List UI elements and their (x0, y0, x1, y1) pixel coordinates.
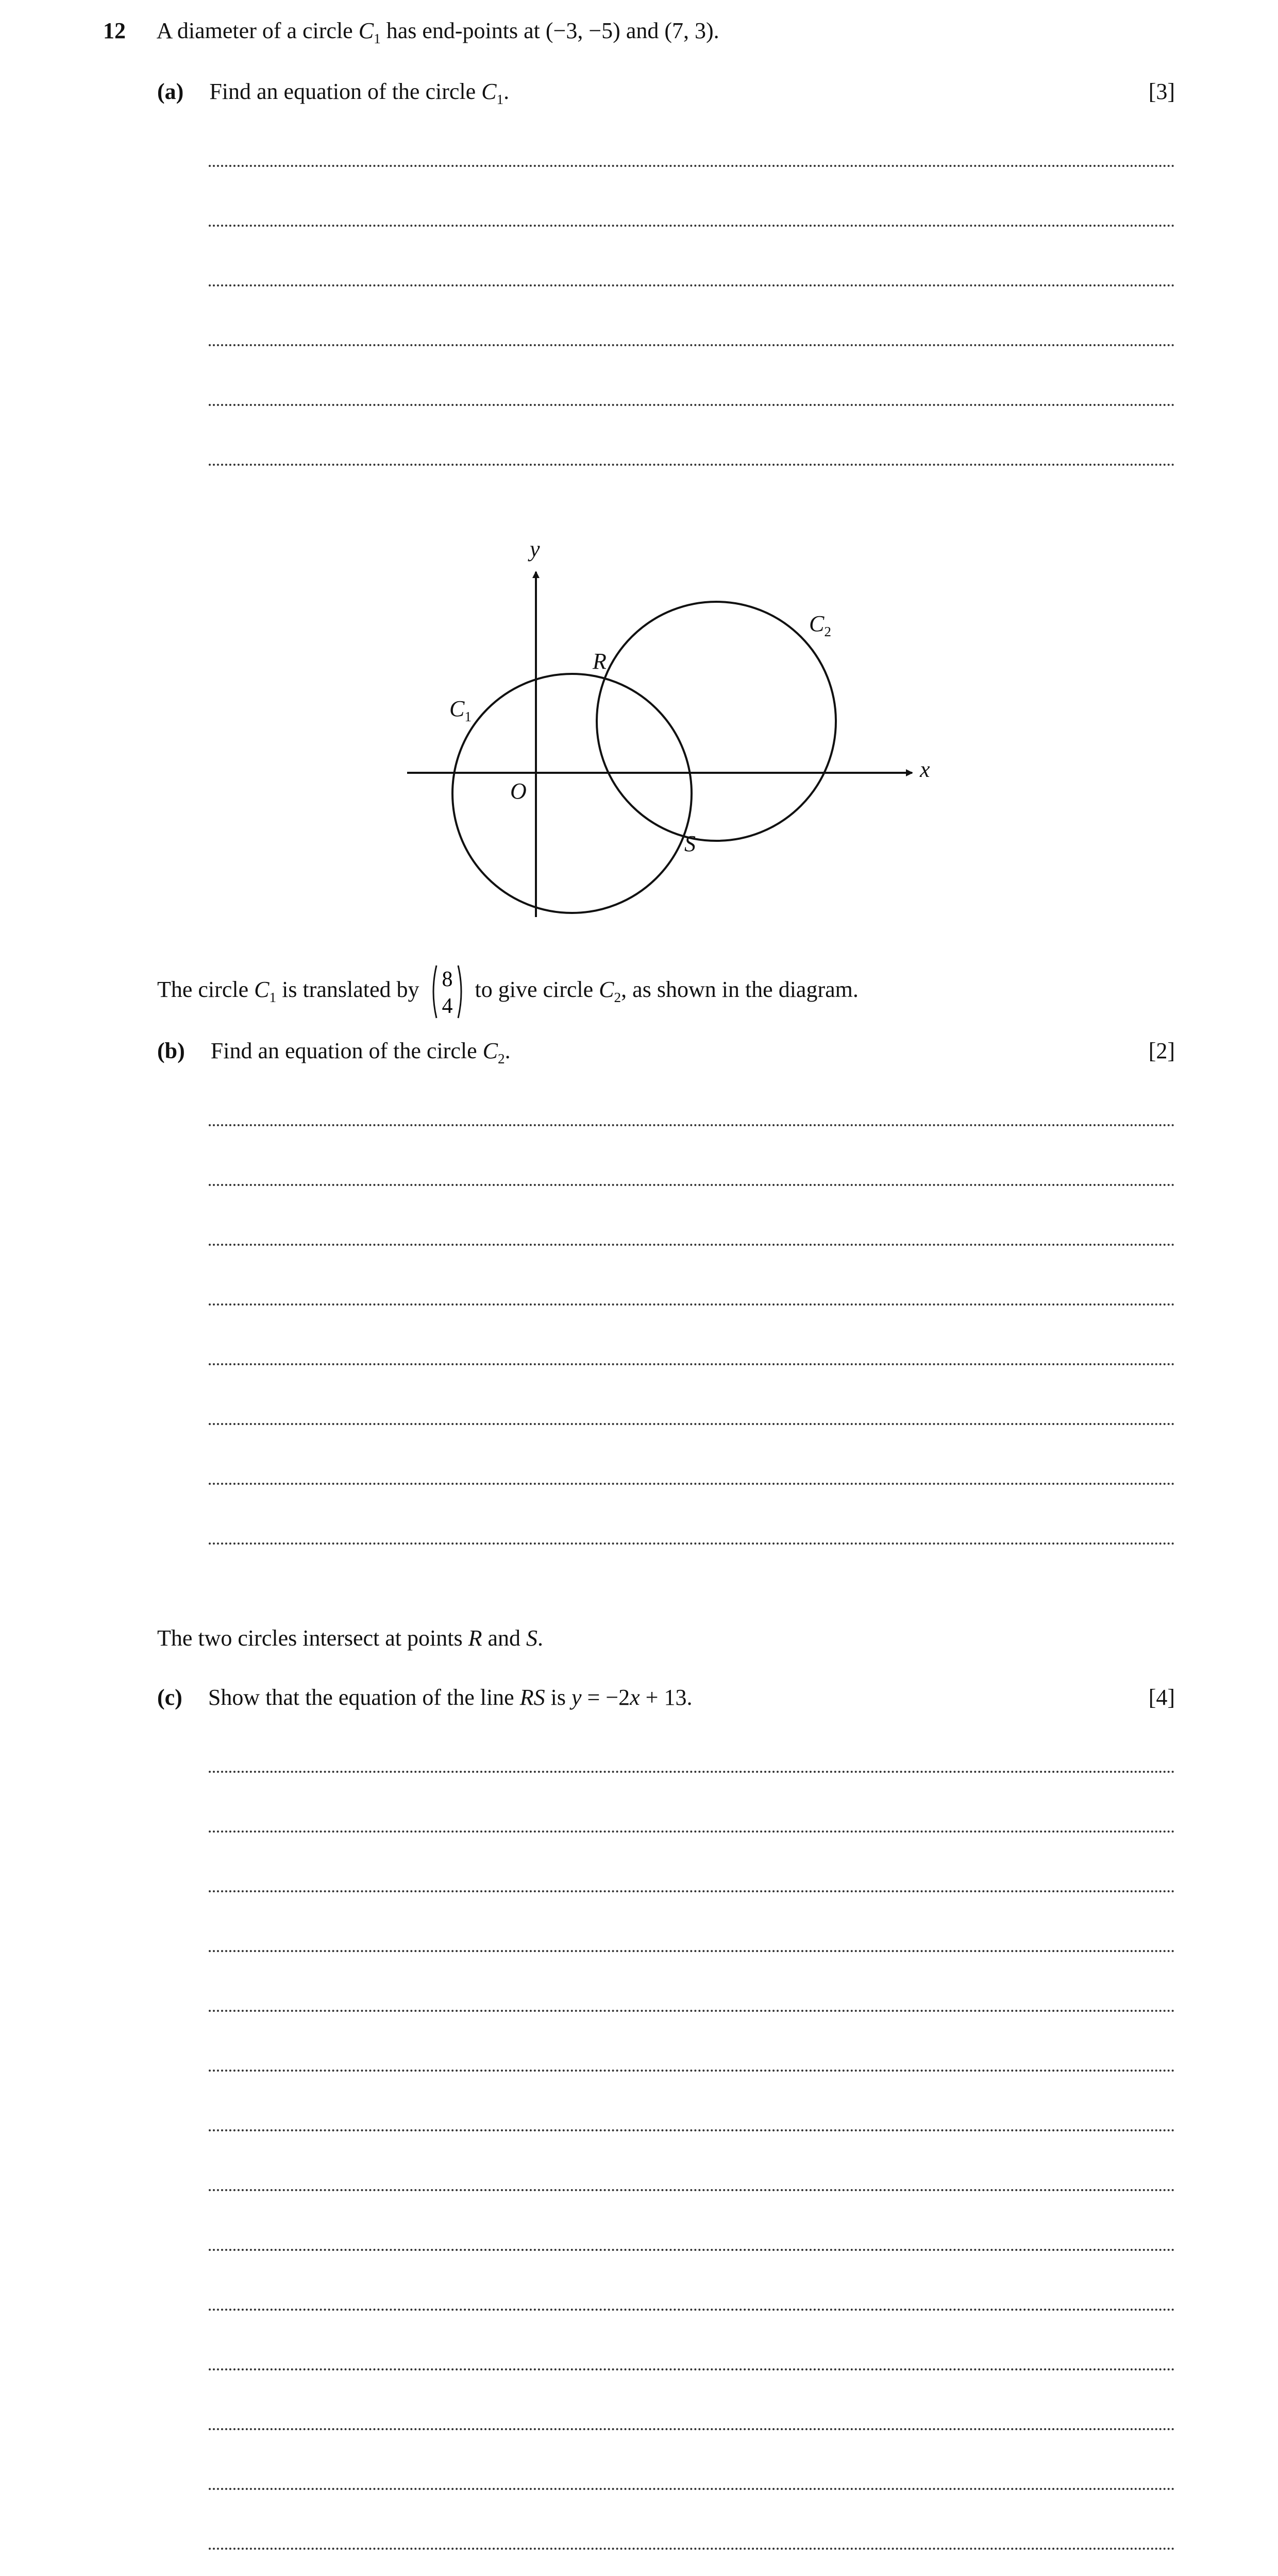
answer-line[interactable] (209, 1306, 1175, 1365)
part-a-answer-lines[interactable] (209, 107, 1175, 466)
answer-line[interactable] (209, 1952, 1175, 2012)
vector-bottom: 4 (442, 994, 452, 1018)
answer-line[interactable] (209, 2012, 1175, 2072)
part-b-prompt: (b) Find an equation of the circle $C_2$. (157, 1038, 511, 1066)
circle-c1 (452, 674, 692, 913)
circles-diagram-svg (402, 536, 943, 927)
label-x: x (920, 757, 930, 782)
answer-line[interactable] (209, 1773, 1175, 1833)
question-stem: 12 A diameter of a circle $C_1$ has end-points at (−3, −5) and (7, 3). (103, 18, 719, 46)
answer-line[interactable] (209, 167, 1175, 227)
part-b-answer-lines[interactable] (209, 1066, 1175, 1545)
part-c-label: (c) (157, 1685, 182, 1710)
answer-line[interactable] (209, 1713, 1175, 1773)
circles-diagram (402, 536, 943, 927)
label-s: S (684, 831, 696, 856)
answer-line[interactable] (209, 1833, 1175, 1892)
answer-line[interactable] (209, 286, 1175, 346)
part-b-marks: [2] (1148, 1038, 1175, 1063)
answer-line[interactable] (209, 2370, 1175, 2430)
circle-c2 (597, 602, 836, 841)
answer-line[interactable] (209, 2490, 1175, 2550)
part-a-prompt: (a) Find an equation of the circle $C_1$. (157, 79, 510, 107)
answer-line[interactable] (209, 2430, 1175, 2490)
answer-line[interactable] (209, 1425, 1175, 1485)
answer-line[interactable] (209, 2072, 1175, 2131)
vector-top: 8 (442, 968, 452, 991)
answer-line[interactable] (209, 1246, 1175, 1306)
answer-line[interactable] (209, 2311, 1175, 2370)
label-c1: $C_1$ (449, 696, 472, 724)
part-c-marks: [4] (1148, 1685, 1175, 1710)
translation-statement: The circle $C_1$ is translated by 8 4 to give circle $C_2$, as shown in the diagram. (157, 963, 859, 1020)
question-number: 12 (103, 18, 126, 43)
label-y: y (530, 536, 540, 562)
answer-line[interactable] (209, 1485, 1175, 1545)
answer-line[interactable] (209, 346, 1175, 406)
label-c2: $C_2$ (809, 611, 831, 639)
answer-line[interactable] (209, 1066, 1175, 1126)
answer-line[interactable] (209, 2131, 1175, 2191)
intersect-statement: The two circles intersect at points R and S. (157, 1625, 544, 1651)
part-c-prompt: (c) Show that the equation of the line RS is y = −2x + 13. (157, 1685, 693, 1710)
label-origin: O (510, 778, 527, 804)
answer-line[interactable] (209, 107, 1175, 167)
answer-line[interactable] (209, 1186, 1175, 1246)
answer-line[interactable] (209, 406, 1175, 466)
part-b-label: (b) (157, 1038, 185, 1063)
answer-line[interactable] (209, 1892, 1175, 1952)
part-c-answer-lines[interactable] (209, 1713, 1175, 2550)
answer-line[interactable] (209, 1126, 1175, 1186)
answer-line[interactable] (209, 2191, 1175, 2251)
part-a-label: (a) (157, 79, 184, 104)
translation-vector (429, 963, 465, 1020)
label-r: R (593, 649, 607, 674)
part-a-marks: [3] (1148, 79, 1175, 104)
answer-line[interactable] (209, 227, 1175, 286)
answer-line[interactable] (209, 2251, 1175, 2311)
answer-line[interactable] (209, 1365, 1175, 1425)
